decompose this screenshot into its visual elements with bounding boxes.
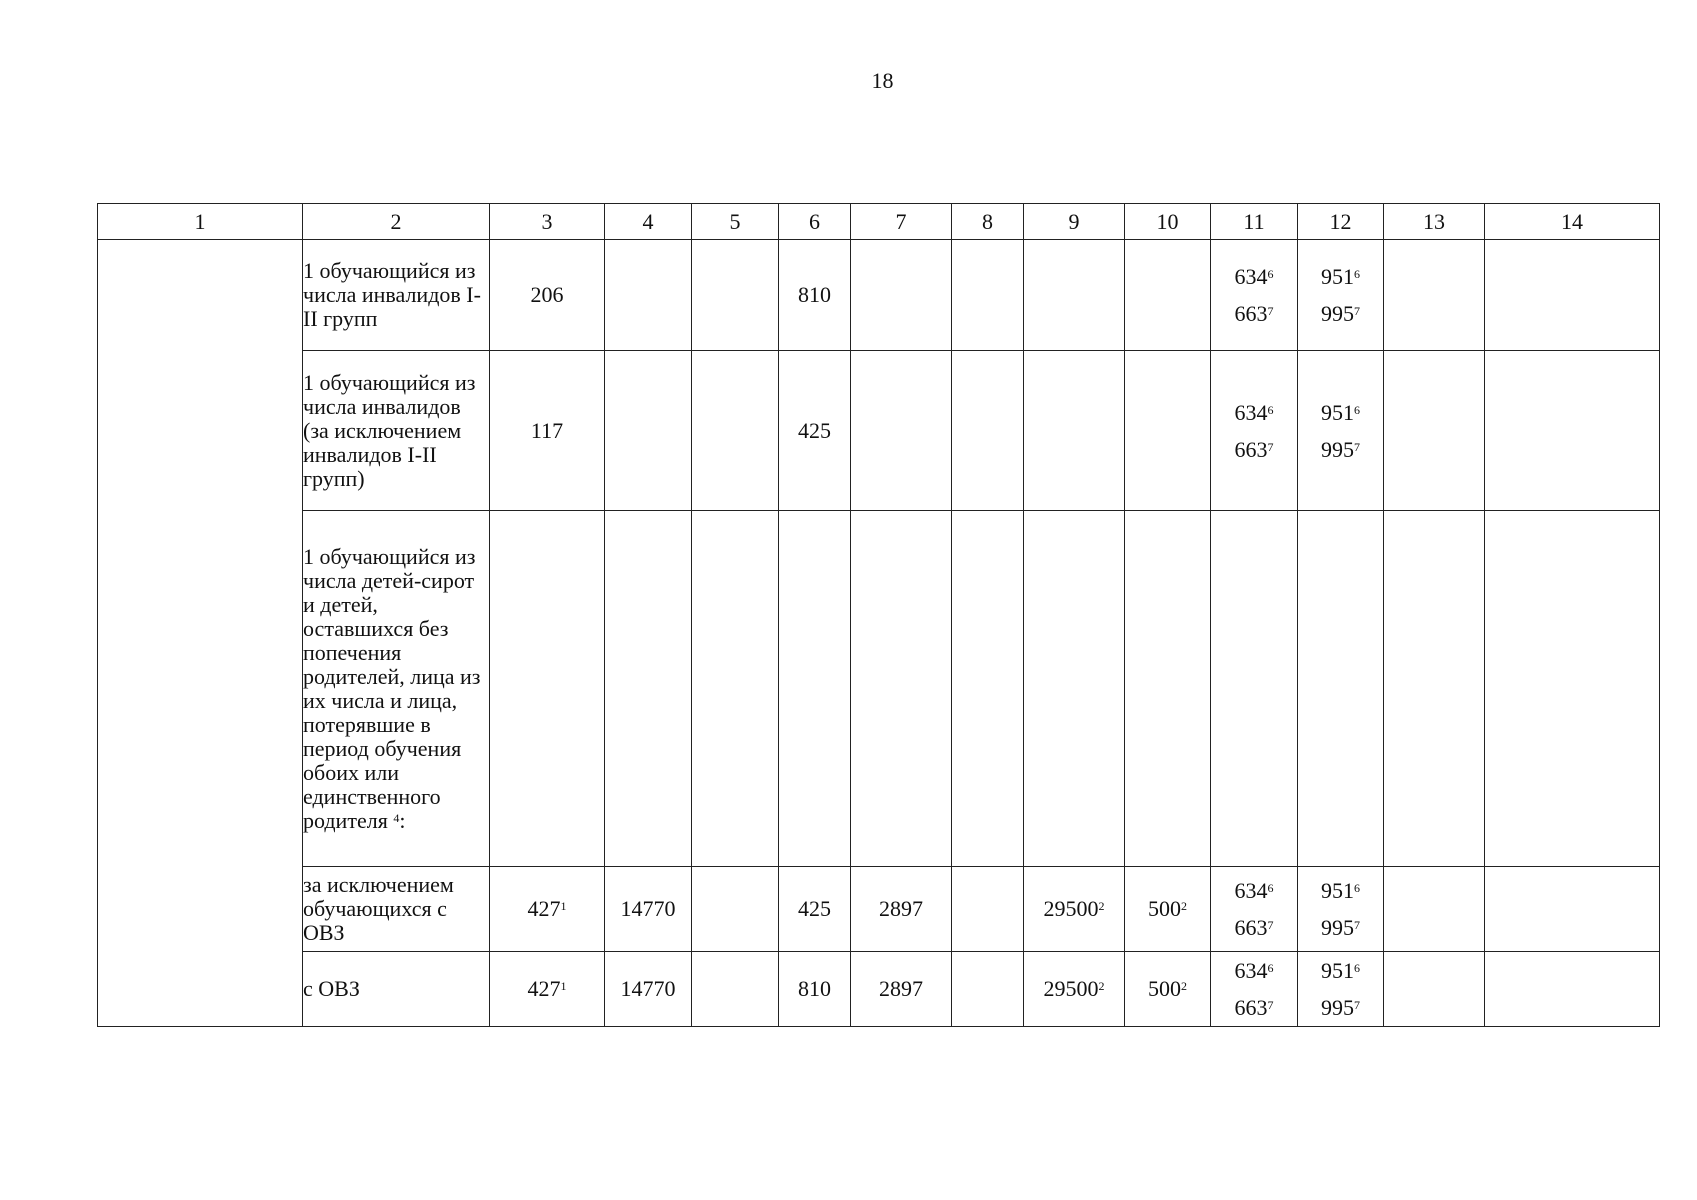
table-cell xyxy=(1125,240,1211,351)
row-description: за исключением обучающихся с ОВЗ xyxy=(303,867,490,952)
table-cell xyxy=(605,240,692,351)
row-description: 1 обучающийся из числа инвалидов (за исключением инвалидов I-II групп) xyxy=(303,351,490,511)
table-cell xyxy=(1024,952,1125,1027)
table-cell xyxy=(490,867,605,952)
value-line xyxy=(1298,394,1383,431)
value-line xyxy=(1298,431,1383,468)
table-cell xyxy=(1384,952,1485,1027)
header-cell: 7 xyxy=(851,204,952,240)
table-cell xyxy=(1485,511,1660,867)
value-line xyxy=(1298,989,1383,1026)
table-cell xyxy=(952,952,1024,1027)
table-row xyxy=(98,511,1660,867)
row-description: с ОВЗ xyxy=(303,952,490,1027)
merged-category-cell xyxy=(98,240,303,1027)
table-cell xyxy=(1298,511,1384,867)
footnote-mark: 7 xyxy=(1267,998,1274,1012)
table-cell xyxy=(1211,511,1298,867)
table-cell: 14770 xyxy=(605,867,692,952)
data-table xyxy=(97,203,1660,1027)
value-line xyxy=(1211,872,1297,909)
value-line xyxy=(1298,872,1383,909)
cell-value: 995 xyxy=(1321,915,1354,940)
value-line xyxy=(1298,952,1383,989)
table-cell xyxy=(851,351,952,511)
cell-value: 427 xyxy=(527,896,561,921)
cell-value: 29500 xyxy=(1043,976,1099,1001)
cell-value: 995 xyxy=(1321,301,1354,326)
cell-value: 500 xyxy=(1148,896,1181,921)
table-row xyxy=(98,952,1660,1027)
table-cell xyxy=(1384,511,1485,867)
table-cell xyxy=(1211,867,1298,952)
header-cell: 2 xyxy=(303,204,490,240)
cell-value: 117 xyxy=(530,417,564,443)
table-cell: 425 xyxy=(779,867,851,952)
footnote-mark: 6 xyxy=(1267,961,1274,975)
header-cell: 11 xyxy=(1211,204,1298,240)
cell-value: 634 xyxy=(1234,958,1268,983)
header-cell: 6 xyxy=(779,204,851,240)
header-cell: 1 xyxy=(98,204,303,240)
table-cell xyxy=(490,240,605,351)
header-cell: 9 xyxy=(1024,204,1125,240)
table-cell xyxy=(1384,351,1485,511)
table-cell xyxy=(851,240,952,351)
header-cell: 13 xyxy=(1384,204,1485,240)
cell-value: 634 xyxy=(1234,264,1268,289)
header-cell: 12 xyxy=(1298,204,1384,240)
footnote-mark: 2 xyxy=(1181,979,1187,993)
table-cell xyxy=(1211,952,1298,1027)
footnote-mark: 6 xyxy=(1354,961,1360,975)
table-cell xyxy=(1485,240,1660,351)
cell-value: 663 xyxy=(1234,301,1268,326)
table-cell xyxy=(692,952,779,1027)
description-text: 1 обучающийся из числа детей-сирот и детей, оставшихся без попечения родителей, лица из их числа и лица, потерявшие в период обучения обоих или единственного родителя xyxy=(303,543,481,833)
value-line xyxy=(1298,258,1383,295)
footnote-mark: 2 xyxy=(1098,979,1105,993)
table-cell xyxy=(692,511,779,867)
cell-value: 663 xyxy=(1234,995,1268,1020)
cell-value: 951 xyxy=(1321,399,1354,425)
table-cell xyxy=(1125,351,1211,511)
table-cell xyxy=(1485,867,1660,952)
footnote-mark: 7 xyxy=(1354,918,1360,932)
row-description: 1 обучающийся из числа инвалидов I-II групп xyxy=(303,240,490,351)
cell-value: 663 xyxy=(1234,436,1268,462)
footnote-mark: 7 xyxy=(1354,439,1360,454)
table-cell xyxy=(952,351,1024,511)
table-row xyxy=(98,351,1660,511)
footnote-mark: 7 xyxy=(1354,998,1360,1012)
table-cell xyxy=(1211,351,1298,511)
description-colon: : xyxy=(399,807,406,833)
footnote-mark: 6 xyxy=(1267,881,1274,895)
cell-value: 995 xyxy=(1321,995,1354,1020)
header-row xyxy=(98,204,1660,240)
footnote-mark: 7 xyxy=(1267,304,1274,318)
cell-value: 951 xyxy=(1321,958,1354,983)
row-description xyxy=(303,511,490,867)
table-cell xyxy=(692,867,779,952)
header-cell: 5 xyxy=(692,204,779,240)
table-cell xyxy=(1125,952,1211,1027)
table-cell xyxy=(952,240,1024,351)
table-cell xyxy=(1298,952,1384,1027)
table-cell xyxy=(1024,867,1125,952)
table-cell xyxy=(605,511,692,867)
cell-value: 995 xyxy=(1321,436,1354,462)
table-cell xyxy=(952,511,1024,867)
table-cell xyxy=(490,511,605,867)
footnote-mark: 2 xyxy=(1098,899,1105,913)
cell-value: 500 xyxy=(1148,976,1181,1001)
page-number: 18 xyxy=(871,68,894,93)
table-cell: 810 xyxy=(779,240,851,351)
cell-value: 634 xyxy=(1234,878,1268,903)
value-line xyxy=(1211,431,1297,468)
table-cell xyxy=(490,952,605,1027)
table-cell: 2897 xyxy=(851,867,952,952)
header-cell: 10 xyxy=(1125,204,1211,240)
value-line xyxy=(1211,989,1297,1026)
table-cell: 2897 xyxy=(851,952,952,1027)
footnote-mark: 4 xyxy=(393,810,400,825)
cell-value: 29500 xyxy=(1043,896,1099,921)
header-cell: 8 xyxy=(952,204,1024,240)
cell-value: 427 xyxy=(527,976,561,1001)
cell-value: 663 xyxy=(1234,915,1268,940)
cell-value: 951 xyxy=(1321,878,1354,903)
table-cell: 14770 xyxy=(605,952,692,1027)
table-cell xyxy=(1298,240,1384,351)
table-cell xyxy=(1485,351,1660,511)
table-cell xyxy=(952,867,1024,952)
table-cell: 425 xyxy=(779,351,851,511)
table-cell xyxy=(1024,511,1125,867)
table-row xyxy=(98,240,1660,351)
table-cell xyxy=(605,351,692,511)
footnote-mark: 1 xyxy=(560,899,567,913)
table-cell xyxy=(490,351,605,511)
footnote-mark: 6 xyxy=(1354,881,1360,895)
table-cell xyxy=(1485,952,1660,1027)
footnote-mark: 1 xyxy=(560,979,567,993)
header-cell: 3 xyxy=(490,204,605,240)
table-cell xyxy=(1024,351,1125,511)
value-line xyxy=(1298,295,1383,332)
cell-value: 634 xyxy=(1234,399,1268,425)
footnote-mark: 6 xyxy=(1267,402,1274,417)
footnote-mark: 6 xyxy=(1267,267,1274,281)
footnote-mark: 7 xyxy=(1267,918,1274,932)
footnote-mark: 2 xyxy=(1181,899,1187,913)
table-cell xyxy=(1024,240,1125,351)
table-cell xyxy=(692,351,779,511)
value-line xyxy=(1211,909,1297,946)
footnote-mark: 7 xyxy=(1267,439,1274,454)
footnote-mark: 7 xyxy=(1354,304,1360,318)
table-cell xyxy=(851,511,952,867)
cell-value: 206 xyxy=(530,282,564,307)
table-cell xyxy=(1211,240,1298,351)
footnote-mark: 6 xyxy=(1354,402,1360,417)
value-line xyxy=(1211,394,1297,431)
header-cell: 4 xyxy=(605,204,692,240)
value-line xyxy=(1211,295,1297,332)
table-cell xyxy=(1384,867,1485,952)
value-line xyxy=(1211,258,1297,295)
table-cell xyxy=(1125,511,1211,867)
table-cell xyxy=(779,511,851,867)
table-cell xyxy=(1298,867,1384,952)
header-cell: 14 xyxy=(1485,204,1660,240)
table-row xyxy=(98,867,1660,952)
cell-value: 951 xyxy=(1321,264,1354,289)
table-cell xyxy=(1125,867,1211,952)
value-line xyxy=(1298,909,1383,946)
table-cell xyxy=(1384,240,1485,351)
table-cell xyxy=(692,240,779,351)
footnote-mark: 6 xyxy=(1354,267,1360,281)
table-cell xyxy=(1298,351,1384,511)
table-cell: 810 xyxy=(779,952,851,1027)
value-line xyxy=(1211,952,1297,989)
